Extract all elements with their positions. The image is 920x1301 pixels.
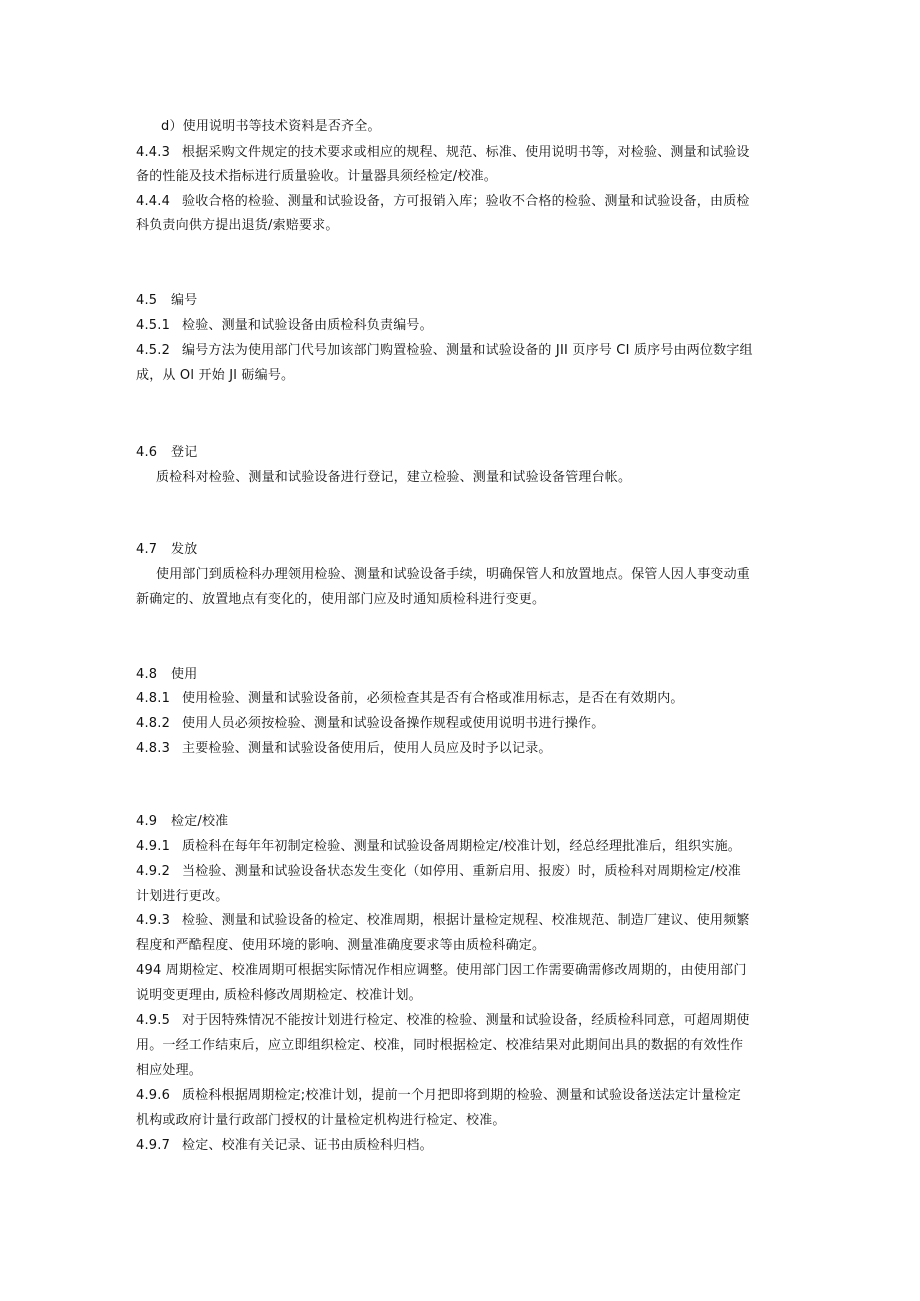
section-heading-4-6 [136, 444, 791, 462]
para-4-5-2-line-1 [136, 342, 791, 360]
para-text: 当检验、测量和试验设备状态发生变化（如停用、重新启用、报废）时，质检科对周期检定/校准 [182, 864, 741, 879]
para-text: 计划进行更改。 [136, 889, 229, 904]
para-4-9-7 [136, 1137, 791, 1155]
para-4-9-6-line-2 [136, 1112, 791, 1130]
para-number: 4.9.6 [136, 1088, 171, 1103]
para-4-9-2-line-2 [136, 888, 791, 906]
item-d [161, 118, 816, 136]
para-text: 质检科对检验、测量和试验设备进行登记，建立检验、测量和试验设备管理台帐。 [156, 470, 632, 485]
section-number: 4.6 [136, 445, 158, 460]
para-4-8-3 [136, 740, 791, 758]
para-4-6 [156, 469, 811, 487]
section-heading-4-5 [136, 292, 791, 310]
para-text: 使用人员必须按检验、测量和试验设备操作规程或使用说明书进行操作。 [182, 716, 605, 731]
para-number: 4.8.3 [136, 741, 171, 756]
para-text: 质检科在每年年初制定检验、测量和试验设备周期检定/校准计划，经总经理批准后，组织实施。 [182, 839, 741, 854]
para-4-4-4-line-1 [136, 193, 791, 211]
para-text: 检定、校准有关记录、证书由质检科归档。 [182, 1138, 433, 1153]
item-d-text: d）使用说明书等技术资料是否齐全。 [161, 119, 381, 134]
para-number: 4.8.2 [136, 716, 171, 731]
para-number: 4.9.7 [136, 1138, 171, 1153]
para-4-9-3-line-1 [136, 912, 791, 930]
para-4-9-1 [136, 838, 791, 856]
section-title: 发放 [171, 542, 198, 557]
section-title: 编号 [171, 293, 198, 308]
para-4-5-2-line-2 [136, 367, 791, 385]
section-number: 4.9 [136, 814, 158, 829]
section-title: 检定/校准 [171, 814, 229, 829]
para-text: 使用检验、测量和试验设备前，必须检查其是否有合格或准用标志，是否在有效期内。 [182, 691, 684, 706]
para-text: 新确定的、放置地点有变化的，使用部门应及时通知质检科进行变更。 [136, 592, 546, 607]
para-number: 4.9.2 [136, 864, 171, 879]
para-4-4-3-line-1 [136, 144, 791, 162]
para-text: 编号方法为使用部门代号加该部门购置检验、测量和试验设备的 JII 页序号 CI 质序号由两位数字组 [182, 343, 753, 358]
para-number: 4.9.3 [136, 913, 171, 928]
para-4-4-4-line-2 [136, 217, 791, 235]
para-4-9-5-line-3 [136, 1062, 791, 1080]
para-text: 根据采购文件规定的技术要求或相应的规程、规范、标准、使用说明书等，对检验、测量和试验设 [182, 145, 750, 160]
para-number: 4.5.2 [136, 343, 171, 358]
para-4-9-6-line-1 [136, 1087, 791, 1105]
para-number: 4.5.1 [136, 318, 171, 333]
para-number: 4.4.3 [136, 145, 171, 160]
para-text: 科负责向供方提出退货/索赔要求。 [136, 218, 339, 233]
section-number: 4.8 [136, 667, 158, 682]
section-number: 4.5 [136, 293, 158, 308]
para-text: 相应处理。 [136, 1063, 203, 1078]
section-title: 使用 [171, 667, 198, 682]
section-title: 登记 [171, 445, 198, 460]
para-text: 质检科根据周期检定;校准计划，提前一个月把即将到期的检验、测量和试验设备送法定计量检定 [182, 1088, 741, 1103]
section-heading-4-7 [136, 541, 791, 559]
para-text: 494 周期检定、校准周期可根据实际情况作相应调整。使用部门因工作需要确需修改周期的，由使用部门 [136, 963, 747, 978]
section-number: 4.7 [136, 542, 158, 557]
para-4-9-4-line-1 [136, 962, 791, 980]
para-4-9-4-line-2 [136, 987, 791, 1005]
para-4-9-5-line-1 [136, 1012, 791, 1030]
para-4-5-1 [136, 317, 791, 335]
para-text: 检验、测量和试验设备的检定、校准周期，根据计量检定规程、校准规范、制造厂建议、使用频繁 [182, 913, 750, 928]
para-text: 用。一经工作结束后，应立即组织检定、校准，同时根据检定、校准结果对此期间出具的数据的有效性作 [136, 1038, 744, 1053]
para-text: 检验、测量和试验设备由质检科负责编号。 [182, 318, 433, 333]
para-number: 4.8.1 [136, 691, 171, 706]
para-4-9-3-line-2 [136, 937, 791, 955]
para-text: 程度和严酷程度、使用环境的影响、测量准确度要求等由质检科确定。 [136, 938, 546, 953]
para-4-4-3-line-2 [136, 168, 791, 186]
para-number: 4.9.1 [136, 839, 171, 854]
para-4-9-2-line-1 [136, 863, 791, 881]
para-number: 4.9.5 [136, 1013, 171, 1028]
para-text: 使用部门到质检科办理领用检验、测量和试验设备手续，明确保管人和放置地点。保管人因人事变动重 [156, 567, 751, 582]
para-text: 说明变更理由, 质检科修改周期检定、校准计划。 [136, 988, 422, 1003]
para-4-7-line-1 [156, 566, 811, 584]
para-number: 4.4.4 [136, 194, 171, 209]
para-text: 验收合格的检验、测量和试验设备，方可报销入库；验收不合格的检验、测量和试验设备，由质检 [182, 194, 750, 209]
para-4-8-1 [136, 690, 791, 708]
para-4-7-line-2 [136, 591, 791, 609]
para-text: 备的性能及技术指标进行质量验收。计量器具须经检定/校准。 [136, 169, 497, 184]
section-heading-4-9 [136, 813, 791, 831]
para-text: 对于因特殊情况不能按计划进行检定、校准的检验、测量和试验设备，经质检科同意，可超周期使 [182, 1013, 750, 1028]
para-4-8-2 [136, 715, 791, 733]
para-text: 成，从 Ol 开始 Jl 砺编号。 [136, 368, 295, 383]
para-4-9-5-line-2 [136, 1037, 791, 1055]
para-text: 机构或政府计量行政部门授权的计量检定机构进行检定、校准。 [136, 1113, 506, 1128]
section-heading-4-8 [136, 666, 791, 684]
para-text: 主要检验、测量和试验设备使用后，使用人员应及时予以记录。 [182, 741, 552, 756]
